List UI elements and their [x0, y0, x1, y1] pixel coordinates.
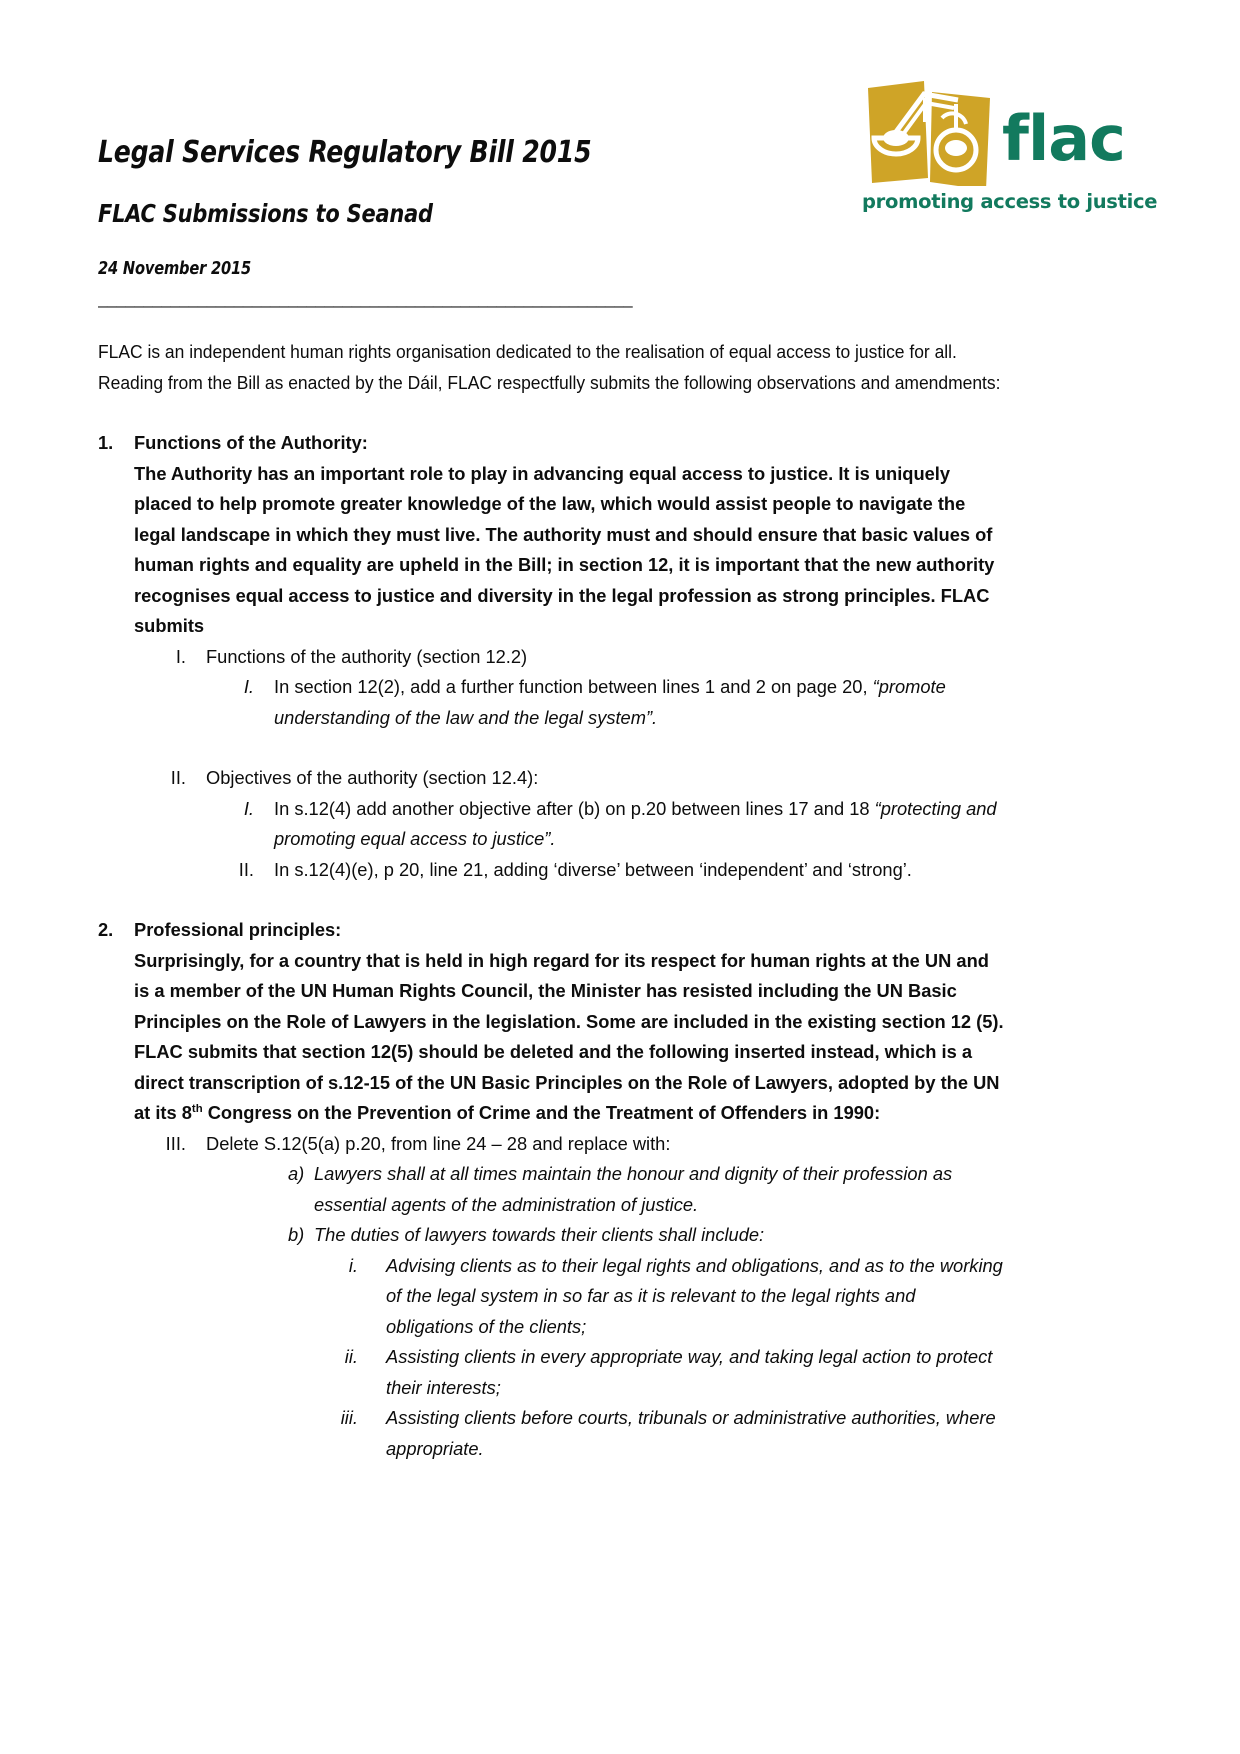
list-marker: i.	[348, 1254, 358, 1276]
section-1-item-II	[158, 763, 1004, 794]
list-marker: I.	[243, 676, 254, 698]
section-2-body	[134, 946, 1004, 1129]
list-marker: ii.	[344, 1346, 358, 1368]
ordinal-superscript: th	[191, 1103, 203, 1116]
section-1-body-row	[98, 459, 1004, 642]
section-2-item-b	[288, 1220, 1004, 1251]
horizontal-divider: ___________________________________________________________	[98, 289, 633, 309]
list-marker: I.	[175, 645, 186, 667]
list-item-text: Assisting clients before courts, tribunals or administrative authorities, where appropriate.	[386, 1407, 996, 1459]
list-item-text: Advising clients as to their legal rights and obligations, and as to the working of the legal system in so far as it is relevant to the legal rights and obligations of the clients;	[386, 1254, 1003, 1337]
section-2	[98, 915, 1004, 946]
sub-text-plain: In section 12(2), add a further function between lines 1 and 2 on page 20,	[274, 676, 868, 698]
list-marker: b)	[288, 1224, 305, 1246]
logo-tagline: promoting access to justice	[862, 190, 1158, 213]
spacer-marker	[98, 459, 134, 642]
section-2-item-b-iii	[316, 1403, 1004, 1464]
list-marker: III.	[165, 1132, 186, 1154]
section-2-item-III	[158, 1129, 1004, 1160]
list-item-text: Objectives of the authority (section 12.4):	[206, 767, 539, 789]
list-marker: a)	[288, 1163, 305, 1185]
section-2-body-part2: Congress on the Prevention of Crime and the Treatment of Offenders in 1990:	[202, 1102, 881, 1124]
list-item-text: Assisting clients in every appropriate way, and taking legal action to protect their interests;	[386, 1346, 993, 1398]
list-item-text: Functions of the authority (section 12.2)	[206, 645, 528, 667]
list-item-text: In s.12(4)(e), p 20, line 21, adding ‘diverse’ between ‘independent’ and ‘strong’.	[274, 858, 912, 880]
section-1-item-II-sub-II	[226, 855, 1004, 886]
section-1	[98, 428, 1004, 459]
sub-text-plain: In s.12(4) add another objective after (b) on p.20 between lines 17 and 18	[274, 797, 875, 819]
section-2-item-a	[288, 1159, 1004, 1220]
logo-wordmark: flac	[1002, 102, 1125, 175]
section-1-item-I-sub-I	[226, 672, 1004, 733]
page-title: Legal Services Regulatory Bill 2015	[98, 135, 592, 170]
section-1-number: 1.	[98, 432, 114, 454]
intro-paragraph: FLAC is an independent human rights organisation dedicated to the realisation of equal access to justice for all. Reading from the Bill as enacted by the Dáil, FLAC respectfully submits the following observations and amendments:	[98, 341, 1001, 393]
spacer	[98, 885, 1004, 915]
page-subtitle: FLAC Submissions to Seanad	[98, 198, 433, 228]
section-2-body-row	[98, 946, 1004, 1129]
section-2-item-b-i	[316, 1251, 1004, 1343]
sub-text-quote: “promote understanding of the law and the legal system”.	[274, 676, 946, 728]
section-1-item-II-sub-I	[226, 794, 1004, 855]
section-2-item-b-ii	[316, 1342, 1004, 1403]
list-marker: I.	[243, 797, 254, 819]
spacer	[98, 733, 1004, 763]
section-2-number: 2.	[98, 919, 114, 941]
list-marker: II.	[238, 858, 254, 880]
spacer	[98, 398, 1004, 428]
section-1-item-I	[158, 642, 1004, 673]
list-item-text	[274, 672, 1004, 733]
section-1-body: The Authority has an important role to play in advancing equal access to justice. It is uniquely placed to help promote greater knowledge of the law, which would assist people to navigate the legal landscape in which they must live. The authority must and should ensure that basic values of human rights and equality are upheld in the Bill; in section 12, it is important that the new authority recognises equal access to justice and diversity in the legal profession as strong principles. FLAC submits	[134, 462, 995, 637]
section-2-heading: Professional principles:	[134, 919, 342, 941]
section-1-heading: Functions of the Authority:	[134, 432, 368, 454]
list-item-text: Lawyers shall at all times maintain the honour and dignity of their profession as essential agents of the administration of justice.	[314, 1163, 953, 1215]
list-item-text: The duties of lawyers towards their clients shall include:	[314, 1224, 765, 1246]
list-item-text: Delete S.12(5(a) p.20, from line 24 – 28 and replace with:	[206, 1132, 671, 1154]
document-date: 24 November 2015	[98, 259, 252, 280]
section-2-body-part1: Surprisingly, for a country that is held in high regard for its respect for human rights at the UN and is a member of the UN Human Rights Council, the Minister has resisted including the UN Basic Principles on the Role of Lawyers in the legislation. Some are included in the existing section 12 (5). FLAC submits that section 12(5) should be deleted and the following inserted instead, which is a direct transcription of s.12-15 of the UN Basic Principles on the Role of Lawyers, adopted by the UN at its 8	[134, 949, 1004, 1124]
sub-text-quote: “protecting and promoting equal access to justice”.	[274, 797, 997, 850]
spacer-marker	[98, 946, 134, 1129]
document-body	[98, 0, 1004, 1464]
list-marker: II.	[170, 767, 186, 789]
list-item-text	[274, 794, 1004, 855]
list-marker: iii.	[340, 1407, 358, 1429]
